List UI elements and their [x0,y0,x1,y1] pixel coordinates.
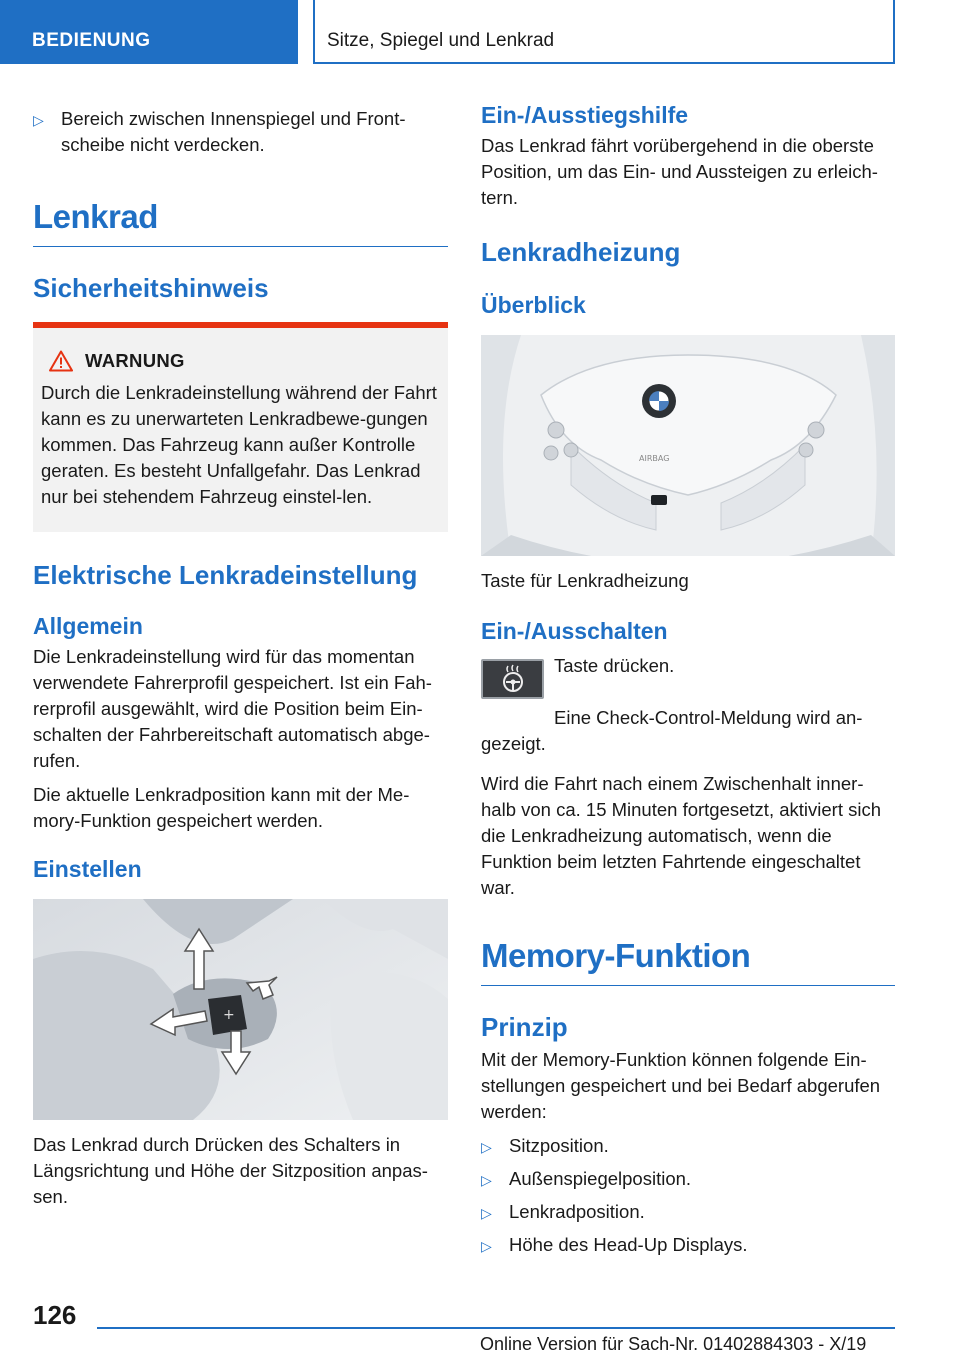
list-item-text: Höhe des Head-Up Displays. [509,1234,748,1255]
triangle-bullet-icon: ▷ [481,1172,492,1188]
triangle-bullet-icon: ▷ [481,1238,492,1254]
heading-elektrische-lenkradeinstellung: Elektrische Lenkradeinstellung [33,560,418,590]
list-item [481,1133,895,1160]
heading-allgemein: Allgemein [33,613,143,639]
paragraph-allgemein-2: Die aktuelle Lenkradposition kann mit der Me-mory-Funktion gespeichert werden. [33,784,410,831]
footer-divider [97,1327,895,1329]
triangle-bullet-icon: ▷ [33,112,44,128]
triangle-bullet-icon: ▷ [481,1205,492,1221]
page-number: 126 [33,1300,77,1330]
list-item-text: Lenkradposition. [509,1201,645,1222]
list-item-text: Außenspiegelposition. [509,1168,692,1189]
caption-einstellen: Das Lenkrad durch Drücken des Schalters in Längsrichtung und Höhe der Sitzposition anpas-sen. [33,1134,428,1207]
heated-steering-button [481,659,544,699]
paragraph-ausstiegshilfe: Das Lenkrad fährt vorübergehend in die oberste Position, um das Ein- und Aussteigen zu erleich-tern. [481,135,878,208]
button-instruction [481,653,895,699]
heading-memory-funktion: Memory-Funktion [481,937,895,986]
heading-lenkrad: Lenkrad [33,198,448,247]
list-item [481,1166,895,1193]
list-item-text: Bereich zwischen Innenspiegel und Front-scheibe nicht verdecken. [61,108,406,155]
svg-text:+: + [223,1007,235,1023]
steering-adjust-image [33,899,448,1120]
warning-triangle-icon [49,350,73,372]
memory-list [481,1133,895,1259]
paragraph-check-control: Eine Check-Control-Meldung wird an-gezeigt. [481,707,863,754]
heading-prinzip: Prinzip [481,1012,568,1042]
right-column [481,96,895,1259]
header-section: BEDIENUNG [0,0,298,64]
header-chapter: Sitze, Spiegel und Lenkrad [313,0,895,64]
warning-box [33,322,448,532]
airbag-label: AIRBAG [639,454,670,463]
list-item [481,1199,895,1226]
list-item [481,1232,895,1259]
heading-lenkradheizung: Lenkradheizung [481,237,681,267]
list-item-text: Sitzposition. [509,1135,609,1156]
list-item [33,106,448,158]
warning-text: Durch die Lenkradeinstellung während der Fahrt kann es zu unerwarteten Lenkradbewe-gungen kommen. Das Fahrzeug kann außer Kontrolle geraten. Es besteht Unfallgefahr. Das Lenkrad nur bei stehendem Fahrzeug einstel-len. [41,382,437,507]
heated-steering-wheel-icon [498,664,528,694]
left-column [33,96,448,1210]
paragraph-prinzip: Mit der Memory-Funktion können folgende Ein-stellungen gespeichert und bei Bedarf abgerufen werden: [481,1049,881,1122]
warning-header [41,350,440,372]
steering-switch-illustration [33,899,448,1120]
paragraph-fahrt: Wird die Fahrt nach einem Zwischenhalt inner-halb von ca. 15 Minuten fortgesetzt, aktiviert sich die Lenkradheizung automatisch, wenn die Funktion beim letzten Fahrtende eingeschaltet war. [481,773,882,898]
caption-lenkradheizung: Taste für Lenkradheizung [481,570,689,591]
steering-wheel-illustration [481,335,895,556]
heading-sicherheitshinweis: Sicherheitshinweis [33,273,269,303]
paragraph-taste: Taste drücken. [554,655,675,676]
warning-title: WARNUNG [85,350,185,371]
heading-ueberblick: Überblick [481,292,586,318]
footer-version-text: Online Version für Sach-Nr. 01402884303 - X/19 [480,1334,867,1354]
steering-wheel-image [481,335,895,556]
heading-ein-ausschalten: Ein-/Ausschalten [481,618,668,644]
heading-ein-ausstiegshilfe: Ein-/Ausstiegshilfe [481,102,689,128]
paragraph-allgemein-1: Die Lenkradeinstellung wird für das momentan verwendete Fahrerprofil gespeichert. Ist ein Fah-rerprofil ausgewählt, wird die Position beim Ein-schalten der Fahrbereitschaft automatisch abge-rufen. [33,646,432,771]
triangle-bullet-icon: ▷ [481,1139,492,1155]
heading-einstellen: Einstellen [33,856,142,882]
